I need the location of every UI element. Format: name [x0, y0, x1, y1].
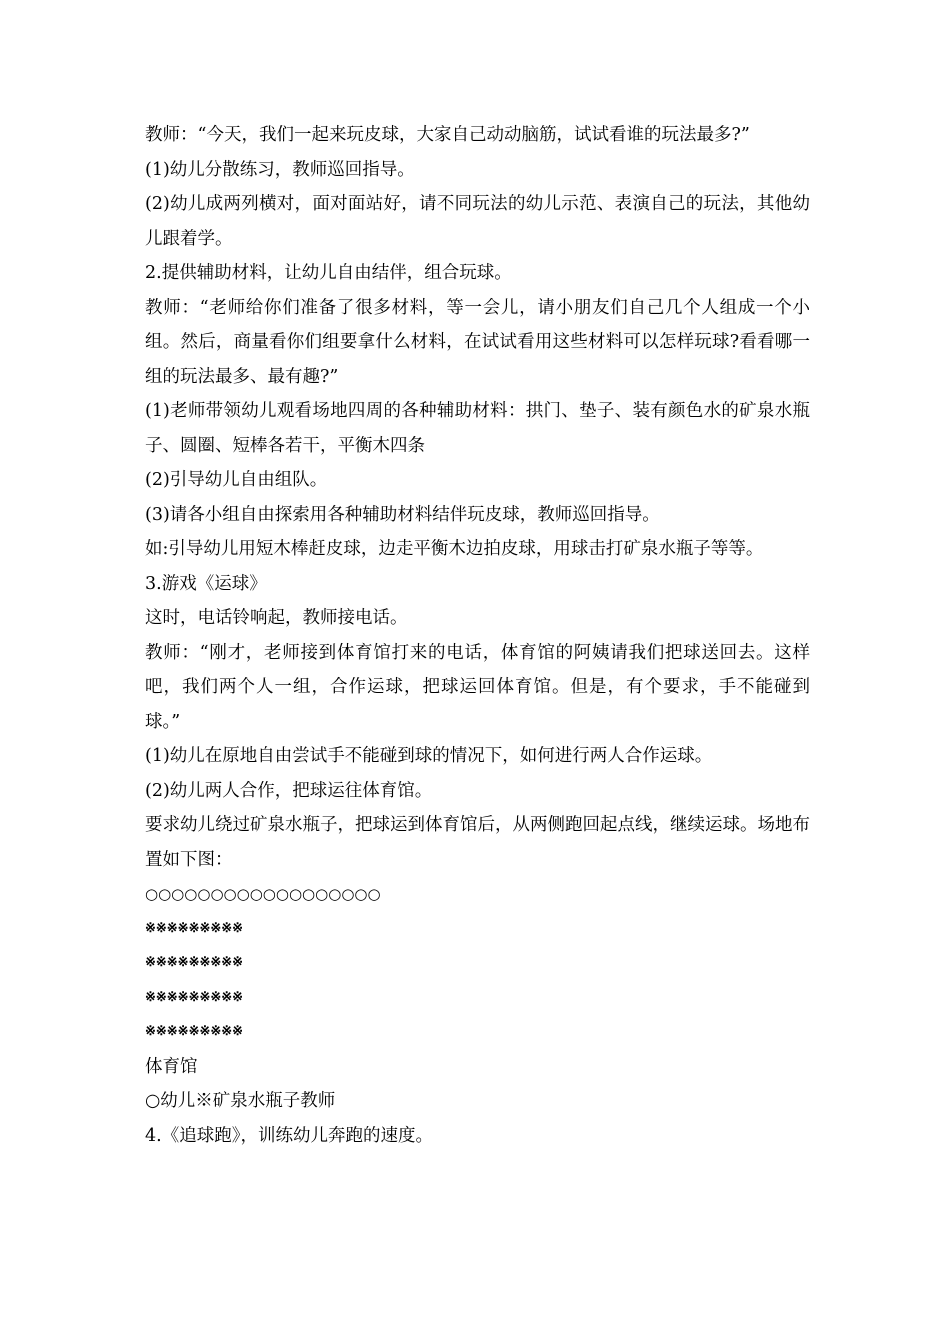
paragraph: 如:引导幼儿用短木棒赶皮球，边走平衡木边拍皮球，用球击打矿泉水瓶子等等。 — [145, 539, 764, 559]
paragraph: (1)幼儿在原地自由尝试手不能碰到球的情况下，如何进行两人合作运球。 — [145, 746, 713, 766]
diagram-bottle-row: ※※※※※※※※※ — [145, 1024, 244, 1039]
paragraph: (1)幼儿分散练习，教师巡回指导。 — [145, 159, 415, 180]
paragraph: (2)幼儿两人合作，把球运往体育馆。 — [145, 780, 433, 801]
paragraph: 教师：“今天，我们一起来玩皮球，大家自己动动脑筋，试试看谁的玩法最多?” — [145, 125, 750, 145]
paragraph: 2.提供辅助材料，让幼儿自由结伴，组合玩球。 — [145, 263, 512, 283]
paragraph: 要求幼儿绕过矿泉水瓶子，把球运到体育馆后，从两侧跑回起点线，继续运球。场地布置如下图： — [145, 815, 810, 870]
diagram-legend: ○幼儿※矿泉水瓶子教师 — [145, 1091, 336, 1111]
diagram-gym-label: 体育馆 — [145, 1056, 198, 1077]
diagram-bottle-row: ※※※※※※※※※ — [145, 989, 244, 1005]
document-body — [145, 118, 810, 1153]
diagram-circles-row: ○○○○○○○○○○○○○○○○○○ — [145, 885, 381, 903]
paragraph: 4.《追球跑》，训练幼儿奔跑的速度。 — [145, 1125, 433, 1146]
paragraph: 教师：“刚才，老师接到体育馆打来的电话，体育馆的阿姨请我们把球送回去。这样吧，我们两个人一组，合作运球，把球运回体育馆。但是，有个要求，手不能碰到球。” — [145, 642, 810, 732]
paragraph: (3)请各小组自由探索用各种辅助材料结伴玩皮球，教师巡回指导。 — [145, 504, 660, 525]
paragraph: (2)引导幼儿自由组队。 — [145, 470, 328, 490]
diagram-bottle-row: ※※※※※※※※※ — [145, 955, 244, 970]
paragraph: 3.游戏《运球》 — [145, 573, 267, 594]
paragraph: 教师：“老师给你们准备了很多材料，等一会儿，请小朋友们自己几个人组成一个小组。然后，商量看你们组要拿什么材料，在试试看用这些材料可以怎样玩球?看看哪一组的玩法最多、最有趣?” — [145, 297, 810, 387]
paragraph: (2)幼儿成两列横对，面对面站好，请不同玩法的幼儿示范、表演自己的玩法，其他幼儿跟着学。 — [145, 194, 810, 249]
paragraph: 这时，电话铃响起，教师接电话。 — [145, 608, 408, 628]
diagram-bottle-row: ※※※※※※※※※ — [145, 920, 244, 936]
paragraph: (1)老师带领幼儿观看场地四周的各种辅助材料：拱门、垫子、装有颜色水的矿泉水瓶子、圆圈、短棒各若干，平衡木四条 — [145, 401, 810, 456]
